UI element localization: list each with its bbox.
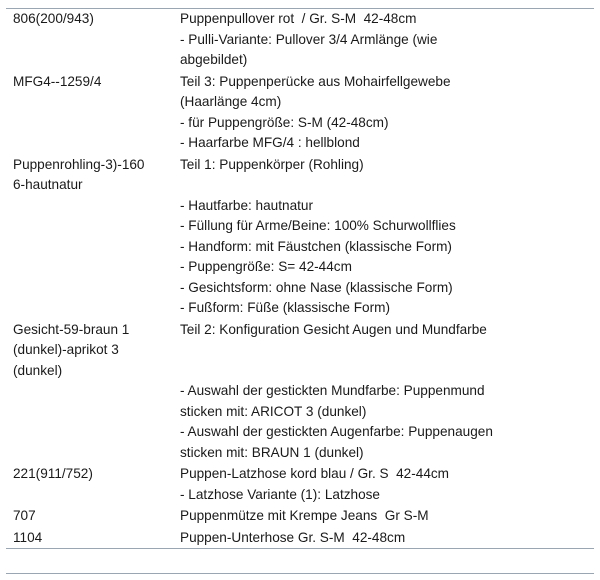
code-line: 221(911/752) [13,466,93,481]
item-code [6,464,180,505]
item-code [6,506,180,527]
order-rows [6,9,594,549]
desc-line: - Fußform: Füße (klassische Form) [180,300,390,315]
desc-line: sticken mit: BRAUN 1 (dunkel) [180,444,364,460]
desc-line: Puppen-Unterhose Gr. S-M 42-48cm [180,529,406,545]
item-description [180,72,594,154]
code-line: 707 [13,508,36,523]
code-line: Gesicht-59-braun 1 [13,321,130,337]
order-row-puppenrohling [6,155,594,320]
desc-line: - Hautfarbe: hautnatur [180,197,313,213]
item-description [180,155,594,319]
desc-line: Puppen-Latzhose kord blau / Gr. S 42-44cm [180,466,450,481]
item-description [180,9,594,71]
item-code [6,155,180,319]
code-line: 6-hautnatur [13,177,83,192]
desc-line: - Füllung für Arme/Beine: 100% Schurwollflies [180,218,456,233]
code-line: 1104 [13,529,43,545]
desc-line: - für Puppengröße: S-M (42-48cm) [180,114,389,130]
code-line: Puppenrohling-3)-160 [13,156,145,172]
desc-spacer [180,361,586,382]
desc-line: - Handform: mit Fäustchen (klassische Form) [180,238,452,254]
item-description [180,506,594,527]
desc-line: Puppenpullover rot / Gr. S-M 42-48cm [180,11,417,26]
desc-line: sticken mit: ARICOT 3 (dunkel) [180,403,367,419]
code-line: 806(200/943) [13,11,94,26]
desc-line: Teil 1: Puppenkörper (Rohling) [180,156,364,172]
order-row-gesicht [6,320,594,465]
order-row-221 [6,464,594,506]
desc-line: (Haarlänge 4cm) [180,94,282,109]
item-description [180,464,594,505]
desc-line: - Gesichtsform: ohne Nase (klassische Form) [180,279,453,295]
desc-spacer [180,340,586,361]
item-description [180,528,594,549]
desc-line: - Haarfarbe MFG/4 : hellblond [180,135,360,150]
order-row-707 [6,506,594,528]
item-description [180,320,594,464]
desc-line: Puppenmütze mit Krempe Jeans Gr S-M [180,508,429,523]
code-line: (dunkel) [13,362,63,378]
desc-line: abgebildet) [180,52,248,67]
order-row-mfg4 [6,72,594,155]
desc-line: - Pulli-Variante: Pullover 3/4 Armlänge (wie [180,31,438,47]
desc-line: - Puppengröße: S= 42-44cm [180,259,352,274]
code-line: (dunkel)-aprikot 3 [13,342,119,357]
code-line: MFG4--1259/4 [13,73,102,89]
desc-line: - Auswahl der gestickten Mundfarbe: Puppenmund [180,383,485,398]
desc-line: Teil 2: Konfiguration Gesicht Augen und Mundfarbe [180,321,487,337]
item-code [6,528,180,549]
desc-line: Teil 3: Puppenperücke aus Mohairfellgewebe [180,73,451,89]
order-row-1104 [6,528,594,550]
desc-line: - Latzhose Variante (1): Latzhose [180,486,380,502]
desc-spacer [180,175,586,196]
desc-line: - Auswahl der gestickten Augenfarbe: Puppenaugen [180,424,493,439]
order-items-table [6,8,594,574]
item-code [6,9,180,71]
order-row-806 [6,9,594,72]
item-code [6,320,180,464]
item-code [6,72,180,154]
